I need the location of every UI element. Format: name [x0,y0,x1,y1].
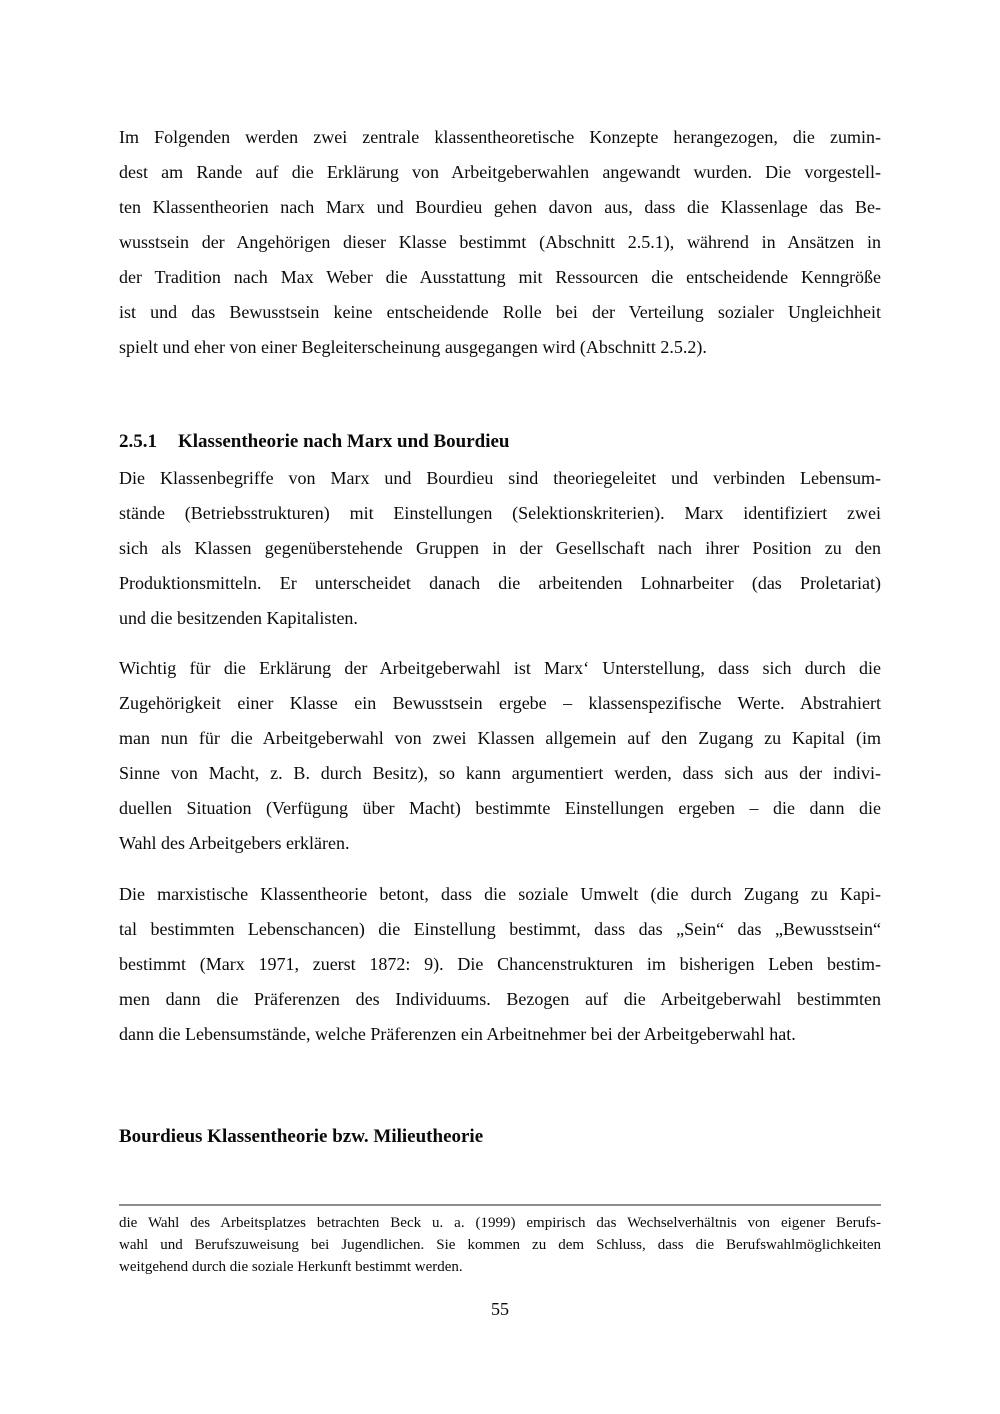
text-line: dann die Lebensumstände, welche Präferenzen ein Arbeitnehmer bei der Arbeitgeberwahl hat. [119,1024,796,1044]
text-line: Sinne von Macht, z. B. durch Besitz), so kann argumentiert werden, dass sich aus der indivi- [119,763,881,783]
text-line: spielt und eher von einer Begleiterscheinung ausgegangen wird (Abschnitt 2.5.2). [119,337,707,357]
paragraph-wichtig [119,651,881,861]
text-line: Die marxistische Klassentheorie betont, dass die soziale Umwelt (die durch Zugang zu Kapi- [119,884,881,904]
text-line: sich als Klassen gegenüberstehende Gruppen in der Gesellschaft nach ihrer Position zu den [119,538,881,558]
text-line: duellen Situation (Verfügung über Macht) bestimmte Einstellungen ergeben – die dann die [119,798,881,818]
section-number: 2.5.1 [119,431,157,452]
text-line: Zugehörigkeit einer Klasse ein Bewusstsein ergebe – klassenspezifische Werte. Abstrahiert [119,693,881,713]
subsection-heading-bourdieu: Bourdieus Klassentheorie bzw. Milieutheorie [119,1126,484,1147]
text-line: ten Klassentheorien nach Marx und Bourdieu gehen davon aus, dass die Klassenlage das Be- [119,197,881,217]
text-line: Die Klassenbegriffe von Marx und Bourdieu sind theoriegeleitet und verbinden Lebensum- [119,468,881,488]
text-line: dest am Rande auf die Erklärung von Arbeitgeberwahlen angewandt wurden. Die vorgestell- [119,162,881,182]
footnote-line: die Wahl des Arbeitsplatzes betrachten Beck u. a. (1999) empirisch das Wechselverhältnis von eigener Berufs- [119,1215,881,1231]
text-line: Im Folgenden werden zwei zentrale klassentheoretische Konzepte herangezogen, die zumin- [119,127,881,147]
paragraph-klassenbegriffe [119,461,881,636]
footnote-line: wahl und Berufszuweisung bei Jugendlichen. Sie kommen zu dem Schluss, dass die Berufswahlmöglichkeiten [119,1237,881,1253]
text-line: ist und das Bewusstsein keine entscheidende Rolle bei der Verteilung sozialer Ungleichheit [119,302,881,322]
page-number: 55 [491,1299,509,1319]
footnote [119,1212,881,1278]
text-line: man nun für die Arbeitgeberwahl von zwei Klassen allgemein auf den Zugang zu Kapital (im [119,728,881,748]
text-line: bestimmt (Marx 1971, zuerst 1872: 9). Die Chancenstrukturen im bisherigen Leben bestim- [119,954,881,974]
text-line: wusstsein der Angehörigen dieser Klasse bestimmt (Abschnitt 2.5.1), während in Ansätzen in [119,232,881,252]
text-line: tal bestimmten Lebenschancen) die Einstellung bestimmt, dass das „Sein“ das „Bewusstsein“ [119,919,881,939]
intro-paragraph [119,120,881,365]
text-line: Wahl des Arbeitgebers erklären. [119,833,350,853]
section-title: Klassentheorie nach Marx und Bourdieu [178,431,510,452]
text-line: stände (Betriebsstrukturen) mit Einstellungen (Selektionskriterien). Marx identifiziert zwei [119,503,881,523]
text-line: men dann die Präferenzen des Individuums. Bezogen auf die Arbeitgeberwahl bestimmten [119,989,881,1009]
text-line: und die besitzenden Kapitalisten. [119,608,358,628]
section-heading-2-5-1 [119,424,881,460]
paragraph-marxistische [119,877,881,1052]
footnote-line: weitgehend durch die soziale Herkunft bestimmt werden. [119,1259,463,1275]
text-line: Wichtig für die Erklärung der Arbeitgeberwahl ist Marx‘ Unterstellung, dass sich durch die [119,658,881,678]
text-line: Produktionsmitteln. Er unterscheidet danach die arbeitenden Lohnarbeiter (das Proletariat) [119,573,881,593]
text-line: der Tradition nach Max Weber die Ausstattung mit Ressourcen die entscheidende Kenngröße [119,267,881,287]
footnote-separator-rule [119,1204,881,1206]
